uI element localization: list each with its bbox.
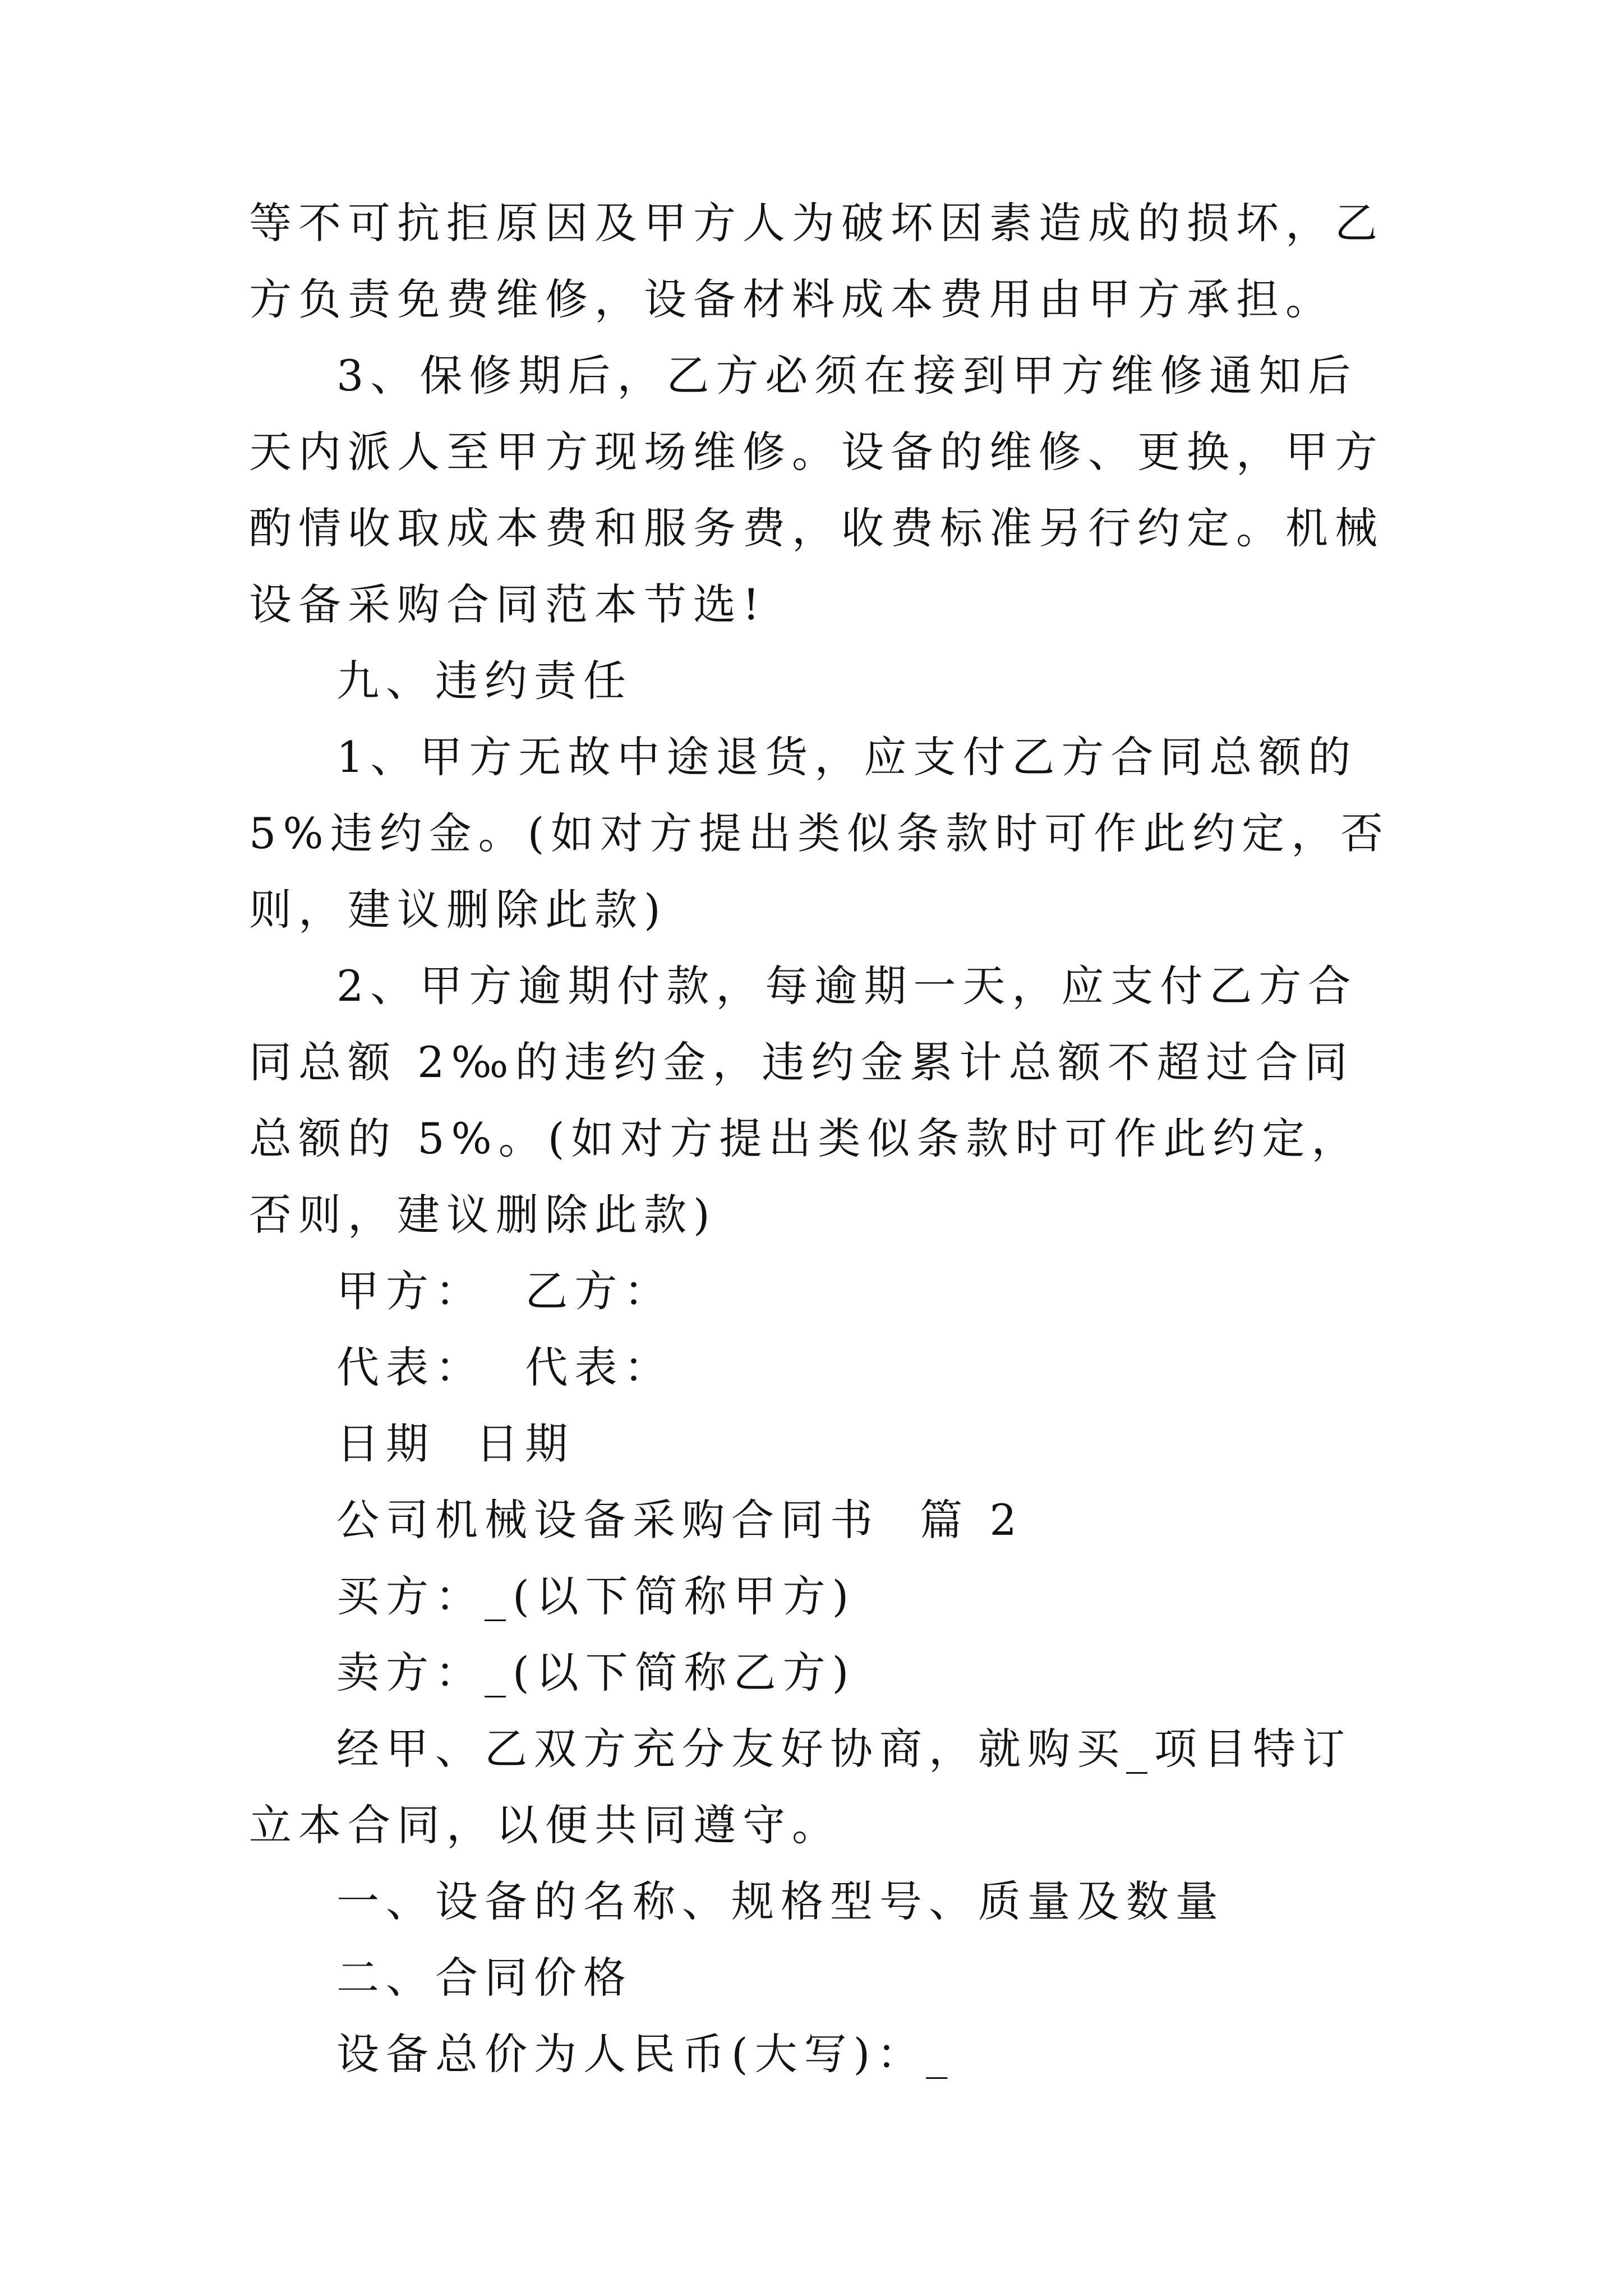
section-heading-contract-price: 二、合同价格 — [336, 1953, 633, 2003]
paragraph-late-payment-clause: 2、甲方逾期付款，每逾期一天，应支付乙方合同总额 2‰的违约金，违约金累计总额不超过合同总额的 5%。(如对方提出类似条款时可作此约定，否则，建议删除此款) — [249, 961, 1361, 1240]
contract-title-part-2: 公司机械设备采购合同书 篇 2 — [336, 1495, 1023, 1545]
document-body — [249, 185, 1393, 2092]
paragraph-return-penalty-clause: 1、甲方无故中途退货，应支付乙方合同总额的 5%违约金。(如对方提出类似条款时可作此约定，否则，建议删除此款) — [249, 732, 1390, 935]
paragraph-damage-clause: 等不可抗拒原因及甲方人为破坏因素造成的损坏，乙方负责免费维修，设备材料成本费用由甲方承担。 — [249, 198, 1384, 324]
seller-line: 卖方：_(以下简称乙方) — [336, 1648, 856, 1697]
paragraph-agreement-intro: 经甲、乙双方充分友好协商，就购买_项目特订立本合同，以便共同遵守。 — [249, 1724, 1352, 1850]
buyer-line: 买方：_(以下简称甲方) — [336, 1571, 856, 1621]
signature-dates-line: 日期 日期 — [336, 1419, 575, 1469]
signature-parties-line: 甲方： 乙方： — [336, 1266, 674, 1316]
paragraph-post-warranty-clause: 3、保修期后，乙方必须在接到甲方维修通知后天内派人至甲方现场维修。设备的维修、更换，甲方酌情收取成本费和服务费，收费标准另行约定。机械设备采购合同范本节选! — [249, 351, 1384, 629]
signature-representatives-line: 代表： 代表： — [336, 1342, 674, 1392]
section-heading-equipment-specs: 一、设备的名称、规格型号、质量及数量 — [336, 1876, 1225, 1926]
total-price-line: 设备总价为人民币(大写)：_ — [336, 2029, 955, 2079]
section-heading-breach-liability: 九、违约责任 — [336, 656, 633, 706]
